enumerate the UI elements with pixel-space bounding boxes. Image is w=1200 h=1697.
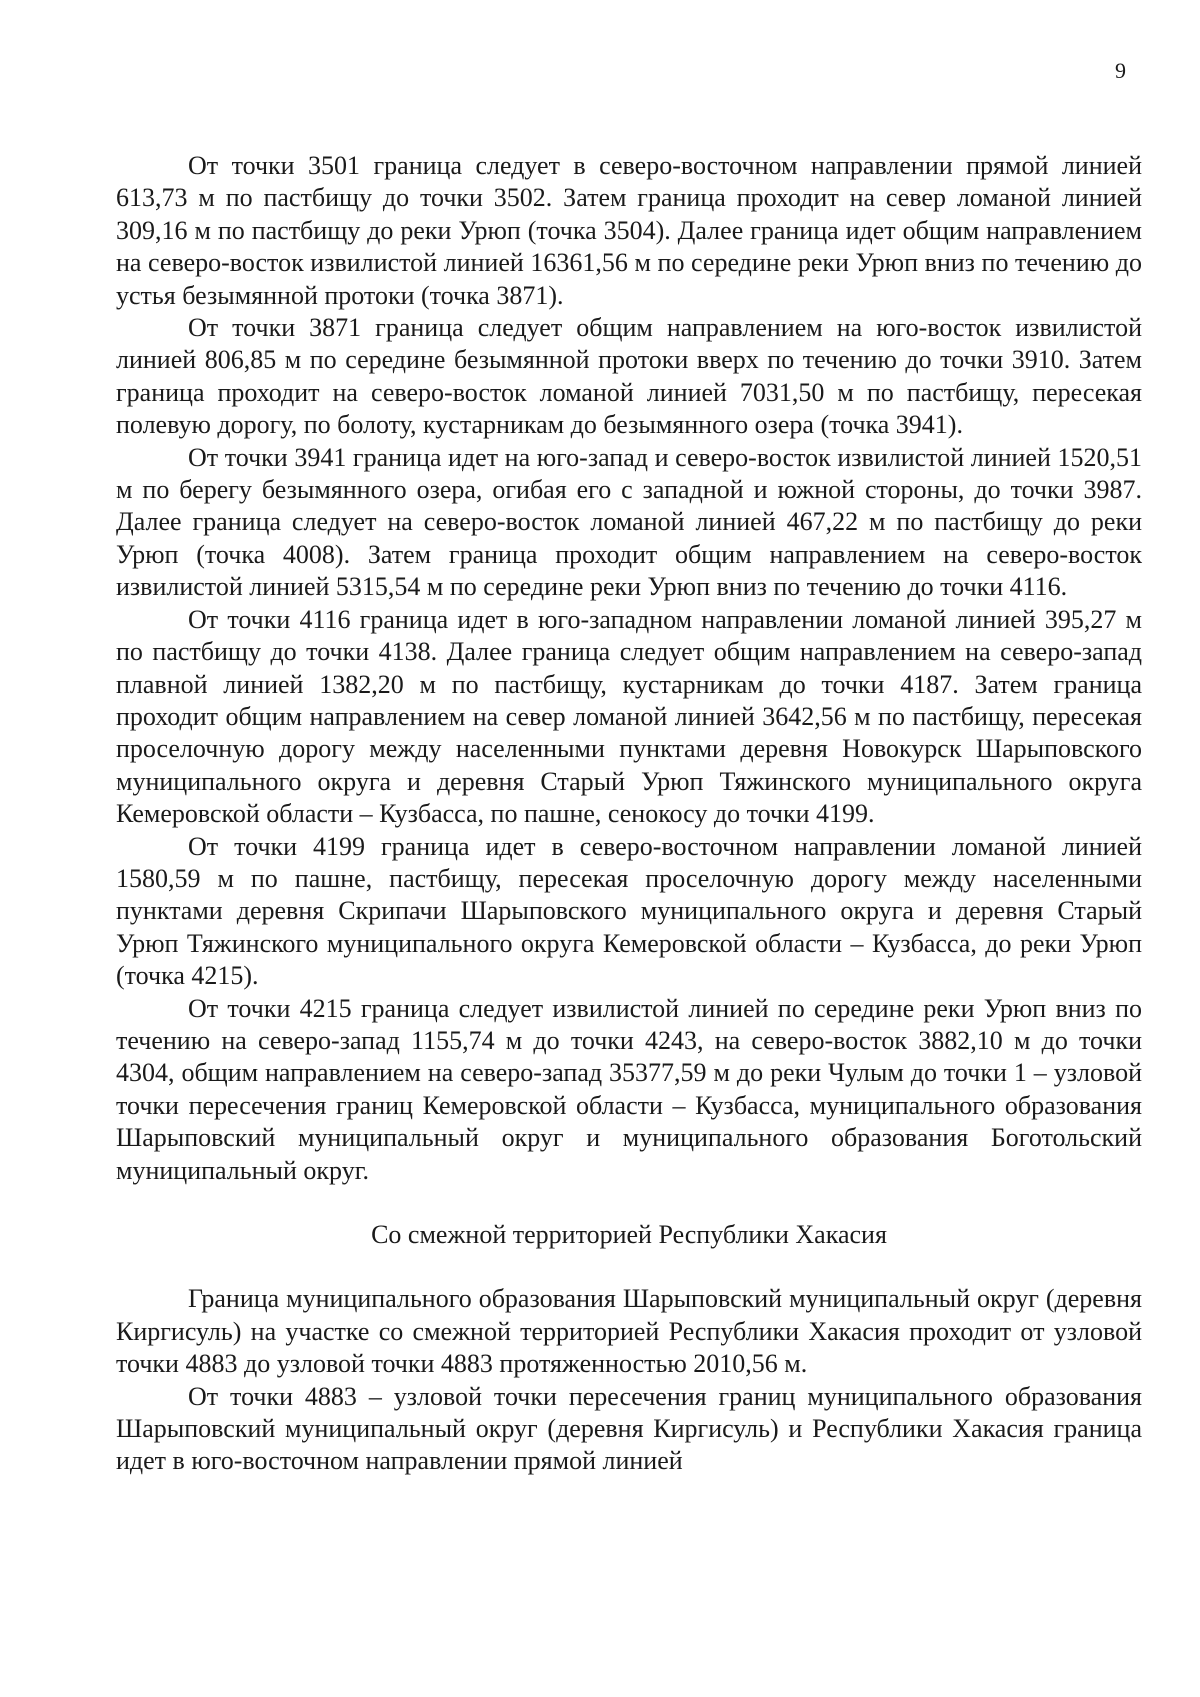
paragraph: От точки 3871 граница следует общим направлением на юго-восток извилистой линией 806,85 м по середине безымянной протоки вверх по течению до точки 3910. Затем граница проходит на северо-восток ломаной линией 7031,50 м по пастбищу, пересекая полевую дорогу, по болоту, кустарникам до безымянного озера (точка 3941). — [116, 313, 1142, 440]
paragraph: От точки 3941 граница идет на юго-запад и северо-восток извилистой линией 1520,51 м по берегу безымянного озера, огибая его с западной и южной стороны, до точки 3987. Далее граница следует на северо-восток ломаной линией 467,22 м по пастбищу до реки Урюп (точка 4008). Затем граница проходит общим направлением на северо-восток извилистой линией 5315,54 м по середине реки Урюп вниз по течению до точки 4116. — [116, 442, 1142, 602]
paragraph: От точки 4883 – узловой точки пересечения границ муниципального образования Шарыповский муниципальный округ (деревня Киргисуль) и Республики Хакасия граница идет в юго-восточном направлении прямой линией — [116, 1381, 1142, 1476]
paragraph: Граница муниципального образования Шарыповский муниципальный округ (деревня Киргисуль) на участке со смежной территорией Республики Хакасия проходит от узловой точки 4883 до узловой точки 4883 протяженностью 2010,56 м. — [116, 1284, 1142, 1379]
paragraph: От точки 3501 граница следует в северо-восточном направлении прямой линией 613,73 м по пастбищу до точки 3502. Затем граница проходит на север ломаной линией 309,16 м по пастбищу до реки Урюп (точка 3504). Далее граница идет общим направлением на северо-восток извилистой линией 16361,56 м по середине реки Урюп вниз по течению до устья безымянной протоки (точка 3871). — [116, 151, 1142, 310]
paragraph: От точки 4199 граница идет в северо-восточном направлении ломаной линией 1580,59 м по пашне, пастбищу, пересекая проселочную дорогу между населенными пунктами деревня Скрипачи Шарыповского муниципального округа и деревня Старый Урюп Тяжинского муниципального округа Кемеровской области – Кузбасса, до реки Урюп (точка 4215). — [116, 831, 1142, 991]
paragraph: От точки 4215 граница следует извилистой линией по середине реки Урюп вниз по течению на северо-запад 1155,74 м до точки 4243, на северо-восток 3882,10 м до точки 4304, общим направлением на северо-запад 35377,59 м до реки Чулым до точки 1 – узловой точки пересечения границ Кемеровской области – Кузбасса, муниципального образования Шарыповский муниципальный округ и муниципального образования Боготольский муниципальный округ. — [116, 993, 1142, 1185]
page-number: 9 — [1115, 58, 1126, 83]
document-body — [116, 150, 1142, 1478]
section-heading: Со смежной территорией Республики Хакасия — [371, 1220, 887, 1249]
paragraph: От точки 4116 граница идет в юго-западном направлении ломаной линией 395,27 м по пастбищу до точки 4138. Далее граница следует общим направлением на северо-запад плавной линией 1382,20 м по пастбищу, кустарникам до точки 4187. Затем граница проходит общим направлением на север ломаной линией 3642,56 м по пастбищу, пересекая проселочную дорогу между населенными пунктами деревня Новокурск Шарыповского муниципального округа и деревня Старый Урюп Тяжинского муниципального округа Кемеровской области – Кузбасса, по пашне, сенокосу до точки 4199. — [116, 604, 1142, 829]
